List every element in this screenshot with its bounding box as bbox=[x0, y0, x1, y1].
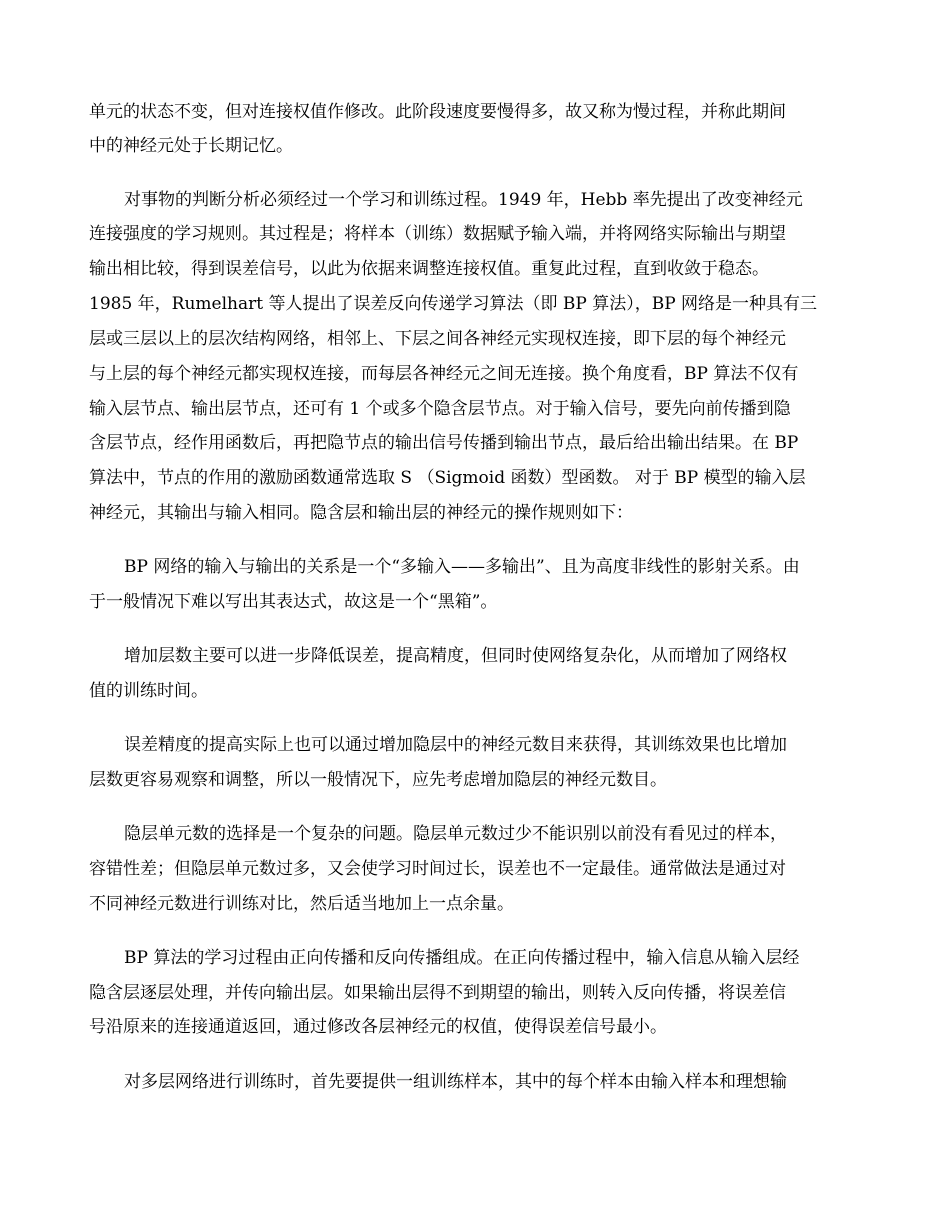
text-line: 中的神经元处于长期记忆。 bbox=[89, 136, 293, 156]
text-line: 隐层单元数的选择是一个复杂的问题。隐层单元数过少不能识别以前没有看见过的样本， bbox=[124, 824, 787, 844]
text-line: 号沿原来的连接通道返回，通过修改各层神经元的权值，使得误差信号最小。 bbox=[89, 1017, 667, 1037]
text-line: 算法中，节点的作用的激励函数通常选取 S （Sigmoid 函数）型函数。 对于 BP 模型的输入层 bbox=[89, 468, 806, 488]
text-line: 对多层网络进行训练时，首先要提供一组训练样本，其中的每个样本由输入样本和理想输 bbox=[124, 1072, 787, 1092]
text-line: 单元的状态不变，但对连接权值作修改。此阶段速度要慢得多，故又称为慢过程，并称此期间 bbox=[89, 102, 786, 122]
text-line: 输出相比较，得到误差信号，以此为依据来调整连接权值。重复此过程，直到收敛于稳态。 bbox=[89, 259, 769, 279]
text-line: 对事物的判断分析必须经过一个学习和训练过程。1949 年，Hebb 率先提出了改变神经元 bbox=[124, 190, 803, 210]
text-line: 与上层的每个神经元都实现权连接，而每层各神经元之间无连接。换个角度看，BP 算法不仅有 bbox=[89, 364, 799, 384]
text-line: BP 网络的输入与输出的关系是一个“多输入——多输出”、且为高度非线性的影射关系。由 bbox=[124, 557, 800, 577]
text-line: 连接强度的学习规则。其过程是；将样本（训练）数据赋予输入端，并将网络实际输出与期望 bbox=[89, 224, 786, 244]
text-line: 层数更容易观察和调整，所以一般情况下，应先考虑增加隐层的神经元数目。 bbox=[89, 770, 667, 790]
text-line: 含层节点，经作用函数后，再把隐节点的输出信号传播到输出节点，最后给出输出结果。在 BP bbox=[89, 433, 799, 453]
text-line: 容错性差；但隐层单元数过多，又会使学习时间过长，误差也不一定最佳。通常做法是通过对 bbox=[89, 859, 786, 879]
text-line: 隐含层逐层处理，并传向输出层。如果输出层得不到期望的输出，则转入反向传播，将误差信 bbox=[89, 983, 786, 1003]
text-line: 1985 年，Rumelhart 等人提出了误差反向传递学习算法（即 BP 算法），BP 网络是一种具有三 bbox=[89, 294, 818, 314]
text-line: 神经元，其输出与输入相同。隐含层和输出层的神经元的操作规则如下： bbox=[89, 503, 633, 523]
text-line: 增加层数主要可以进一步降低误差，提高精度，但同时使网络复杂化，从而增加了网络权 bbox=[124, 646, 787, 666]
text-line: 值的训练时间。 bbox=[89, 681, 208, 701]
text-line: 输入层节点、输出层节点，还可有 1 个或多个隐含层节点。对于输入信号，要先向前传播到隐 bbox=[89, 399, 791, 419]
text-line: 于一般情况下难以写出其表达式，故这是一个“黑箱”。 bbox=[89, 592, 498, 612]
text-line: 不同神经元数进行训练对比，然后适当地加上一点余量。 bbox=[89, 894, 514, 914]
text-line: BP 算法的学习过程由正向传播和反向传播组成。在正向传播过程中，输入信息从输入层经 bbox=[124, 948, 800, 968]
text-line: 误差精度的提高实际上也可以通过增加隐层中的神经元数目来获得，其训练效果也比增加 bbox=[124, 735, 787, 755]
text-line: 层或三层以上的层次结构网络，相邻上、下层之间各神经元实现权连接，即下层的每个神经元 bbox=[89, 329, 786, 349]
